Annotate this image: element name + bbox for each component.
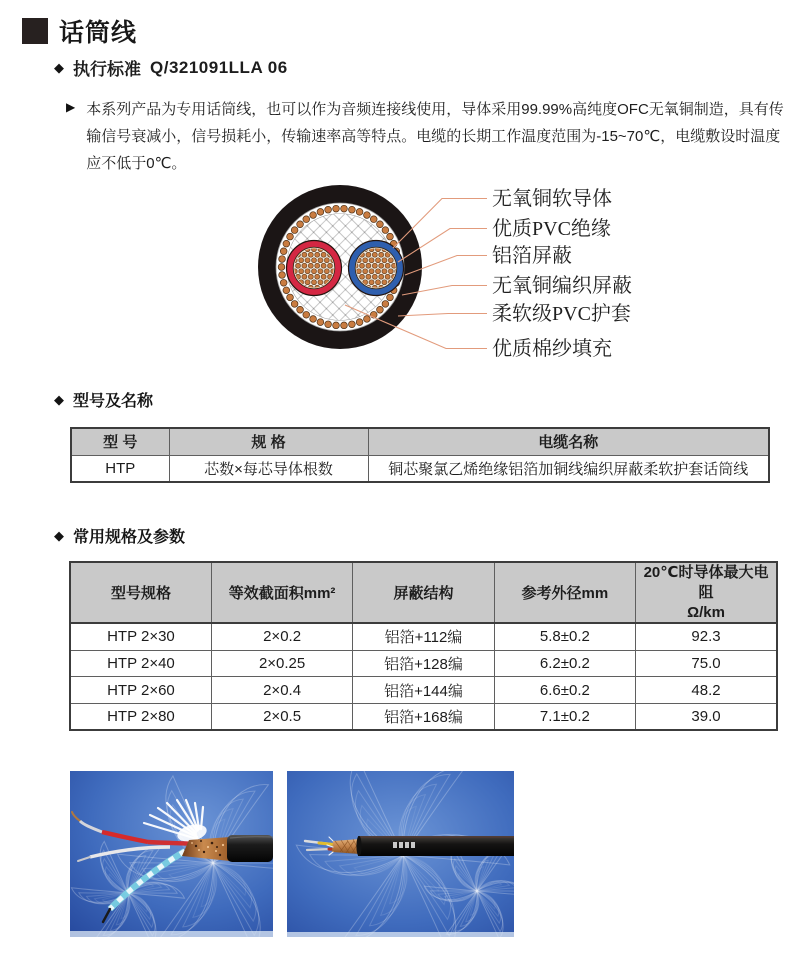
page-title-row: [22, 13, 137, 49]
cell: HTP 2×30: [70, 623, 211, 650]
cell: 2×0.4: [211, 677, 352, 704]
diamond-bullet-icon: ◆: [54, 392, 64, 407]
section-model-heading: [54, 388, 153, 411]
col-header-name: 电缆名称: [368, 428, 769, 455]
standard-value: Q/321091LLA 06: [150, 57, 288, 77]
table-row: [70, 650, 777, 677]
cell: 75.0: [636, 650, 777, 677]
cell-spec: 芯数×每芯导体根数: [169, 455, 368, 482]
table-header-row: [70, 562, 777, 623]
cell: 39.0: [636, 703, 777, 730]
col-header-model-spec: 型号规格: [70, 562, 211, 623]
photo-bottom-strip: [70, 931, 273, 937]
cell: 2×0.5: [211, 703, 352, 730]
col-header-diameter: 参考外径mm: [494, 562, 635, 623]
diagram-label-conductor: 无氧铜软导体: [492, 188, 612, 210]
table-row: [70, 623, 777, 650]
resistance-header-line1: 20℃时导体最大电阻: [643, 564, 769, 601]
cell-name: 铜芯聚氯乙烯绝缘铝箔加铜线编织屏蔽柔软护套话筒线: [368, 455, 769, 482]
stripped-cable-photo: [70, 771, 273, 937]
col-header-resistance: [636, 562, 777, 623]
table-row: [70, 703, 777, 730]
cell: HTP 2×40: [70, 650, 211, 677]
section-spec-heading: [54, 524, 185, 547]
table-row: [71, 455, 769, 482]
diagram-label-jacket: 柔软级PVC护套: [492, 303, 631, 325]
diamond-bullet-icon: ◆: [54, 60, 64, 75]
table-row: [70, 677, 777, 704]
standard-row: [54, 55, 288, 80]
page-title: 话筒线: [59, 19, 138, 47]
cell: 2×0.25: [211, 650, 352, 677]
col-header-model: 型 号: [71, 428, 169, 455]
cell: 6.6±0.2: [494, 677, 635, 704]
section-title: 常用规格及参数: [73, 529, 186, 546]
cell-model: HTP: [71, 455, 169, 482]
cell: 铝箔+168编: [353, 703, 494, 730]
cell: 铝箔+112编: [353, 623, 494, 650]
cell: HTP 2×60: [70, 677, 211, 704]
spec-table: [69, 561, 778, 731]
photo-bottom-strip: [287, 932, 514, 937]
resistance-header-line2: Ω/km: [687, 603, 725, 621]
leader-line-jacket: [398, 314, 487, 317]
intro-text: 本系列产品为专用话筒线，也可以作为音频连接线使用，导体采用99.99%高纯度OFC无氧铜制造，具有传输信号衰减小，信号损耗小，传输速率高等特点。电缆的长期工作温度范围为-15~70℃，电缆敷设时温度应不低于0℃。: [86, 101, 784, 172]
cell: 6.2±0.2: [494, 650, 635, 677]
diagram-label-insulation: 优质PVC绝缘: [492, 218, 611, 240]
cell: 2×0.2: [211, 623, 352, 650]
arrow-bullet-icon: ▶: [66, 100, 76, 114]
diamond-bullet-icon: ◆: [54, 528, 64, 543]
cell: 48.2: [636, 677, 777, 704]
col-header-shield: 屏蔽结构: [353, 562, 494, 623]
col-header-area: 等效截面积mm²: [211, 562, 352, 623]
product-photo-jacketed-cable: [287, 771, 514, 937]
section-title: 型号及名称: [73, 393, 154, 410]
cell: HTP 2×80: [70, 703, 211, 730]
col-header-spec: 规 格: [169, 428, 368, 455]
cell: 7.1±0.2: [494, 703, 635, 730]
model-name-table: [70, 427, 770, 483]
blue-core: [349, 241, 404, 296]
standard-label: 执行标准: [73, 60, 141, 79]
intro-paragraph-row: [66, 96, 794, 177]
cell: 铝箔+144编: [353, 677, 494, 704]
red-core: [287, 241, 342, 296]
title-square-icon: [22, 18, 48, 44]
table-header-row: [71, 428, 769, 455]
cell: 5.8±0.2: [494, 623, 635, 650]
diagram-label-foil: 铝箔屏蔽: [492, 245, 572, 267]
cable-cross-section-diagram: [250, 175, 670, 370]
jacketed-cable-photo: [287, 771, 514, 937]
cell: 92.3: [636, 623, 777, 650]
diagram-label-braid: 无氧铜编织屏蔽: [492, 275, 632, 297]
product-photo-stripped-cable: [70, 771, 273, 937]
cell: 铝箔+128编: [353, 650, 494, 677]
diagram-label-cotton: 优质棉纱填充: [492, 338, 612, 360]
